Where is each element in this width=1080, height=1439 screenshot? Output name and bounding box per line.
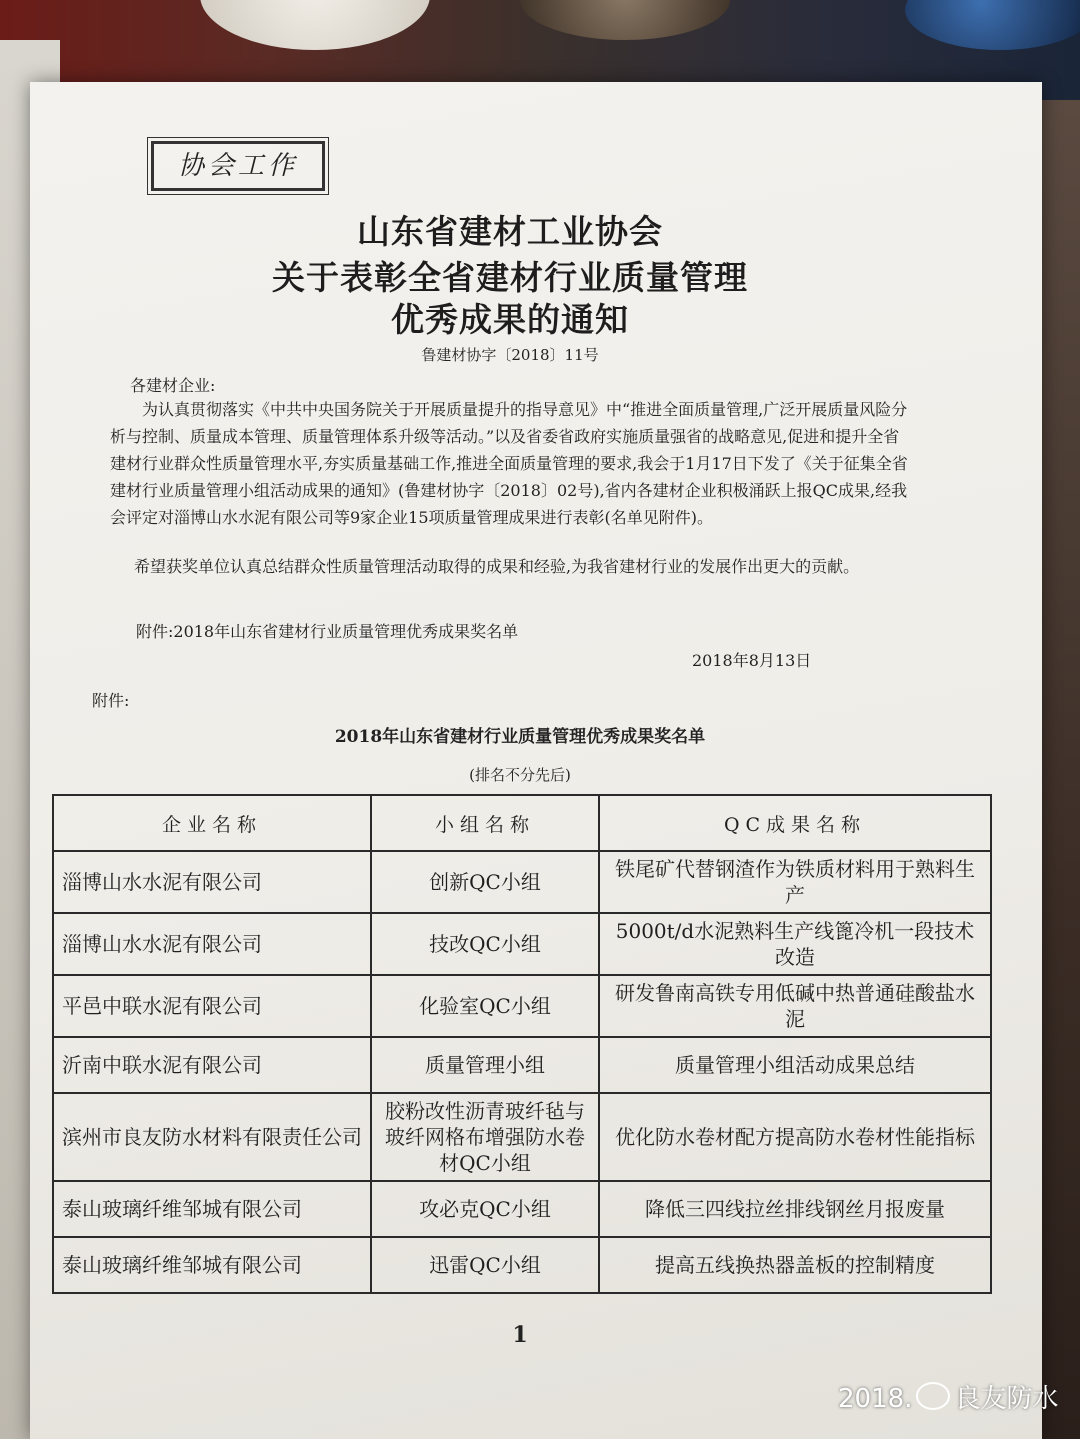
- result-cell: 5000t/d水泥熟料生产线篦冷机一段技术改造: [599, 913, 991, 975]
- table-row: [53, 975, 991, 1037]
- result-cell: 铁尾矿代替钢渣作为铁质材料用于熟料生产: [599, 851, 991, 913]
- page-number: 1: [512, 1322, 528, 1348]
- title-line-2: 关于表彰全省建材行业质量管理: [272, 258, 748, 297]
- result-cell: 降低三四线拉丝排线钢丝月报废量: [599, 1181, 991, 1237]
- title-line-1: 山东省建材工业协会: [357, 212, 663, 251]
- attachment-label: 附件:: [92, 691, 130, 710]
- header-result: QC成果名称: [599, 795, 991, 851]
- table-row: [53, 1093, 991, 1181]
- group-cell: 攻必克QC小组: [371, 1181, 599, 1237]
- company-cell: 淄博山水水泥有限公司: [53, 851, 371, 913]
- company-cell: 泰山玻璃纤维邹城有限公司: [53, 1181, 371, 1237]
- watermark: [838, 1378, 1058, 1415]
- table-row: [53, 913, 991, 975]
- group-cell: 质量管理小组: [371, 1037, 599, 1093]
- company-cell: 淄博山水水泥有限公司: [53, 913, 371, 975]
- salutation: 各建材企业:: [130, 376, 216, 395]
- header-group: 小组名称: [371, 795, 599, 851]
- group-cell: 迅雷QC小组: [371, 1237, 599, 1293]
- table-row: [53, 1037, 991, 1093]
- wechat-icon: [916, 1382, 950, 1410]
- table-row: [53, 1237, 991, 1293]
- company-cell: 泰山玻璃纤维邹城有限公司: [53, 1237, 371, 1293]
- result-cell: 研发鲁南高铁专用低碱中热普通硅酸盐水泥: [599, 975, 991, 1037]
- company-cell: 沂南中联水泥有限公司: [53, 1037, 371, 1093]
- attachment-line: 附件:2018年山东省建材行业质量管理优秀成果奖名单: [136, 622, 519, 641]
- header-company: 企业名称: [53, 795, 371, 851]
- result-cell: 提高五线换热器盖板的控制精度: [599, 1237, 991, 1293]
- watermark-prefix: 2018.: [838, 1384, 913, 1414]
- list-title: 2018年山东省建材行业质量管理优秀成果奖名单: [334, 727, 706, 747]
- document-date: 2018年8月13日: [692, 651, 812, 670]
- company-cell: 平邑中联水泥有限公司: [53, 975, 371, 1037]
- group-cell: 化验室QC小组: [371, 975, 599, 1037]
- document-page: [30, 82, 1042, 1439]
- result-cell: 优化防水卷材配方提高防水卷材性能指标: [599, 1093, 991, 1181]
- title-line-3: 优秀成果的通知: [391, 300, 629, 339]
- section-label: 协会工作: [151, 141, 325, 191]
- group-cell: 创新QC小组: [371, 851, 599, 913]
- watermark-brand: 良友防水: [954, 1384, 1059, 1414]
- list-note: (排名不分先后): [469, 766, 571, 784]
- group-cell: 胶粉改性沥青玻纤毡与玻纤网格布增强防水卷材QC小组: [371, 1093, 599, 1181]
- company-cell: 滨州市良友防水材料有限责任公司: [53, 1093, 371, 1181]
- body-paragraph-2: 希望获奖单位认真总结群众性质量管理活动取得的成果和经验,为我省建材行业的发展作出更大的贡献。: [134, 557, 860, 576]
- awards-table: [52, 794, 992, 1294]
- document-number: 鲁建材协字〔2018〕11号: [421, 346, 599, 364]
- body-paragraph-1: 为认真贯彻落实《中共中央国务院关于开展质量提升的指导意见》中“推进全面质量管理,广泛开展质量风险分析与控制、质量成本管理、质量管理体系升级等活动。”以及省委省政府实施质量强省的战略意见,促进和提升全省建材行业群众性质量管理水平,夯实质量基础工作,推进全面质量管理的要求,我会于1月17日下发了《关于征集全省建材行业质量管理小组活动成果的通知》(鲁建材协字〔2018〕02号),省内各建材企业积极涌跃上报QC成果,经我会评定对淄博山水水泥有限公司等9家企业15项质量管理成果进行表彰(名单见附件)。: [110, 400, 908, 527]
- table-row: [53, 1181, 991, 1237]
- result-cell: 质量管理小组活动成果总结: [599, 1037, 991, 1093]
- table-row: [53, 851, 991, 913]
- group-cell: 技改QC小组: [371, 913, 599, 975]
- table-header-row: [53, 795, 991, 851]
